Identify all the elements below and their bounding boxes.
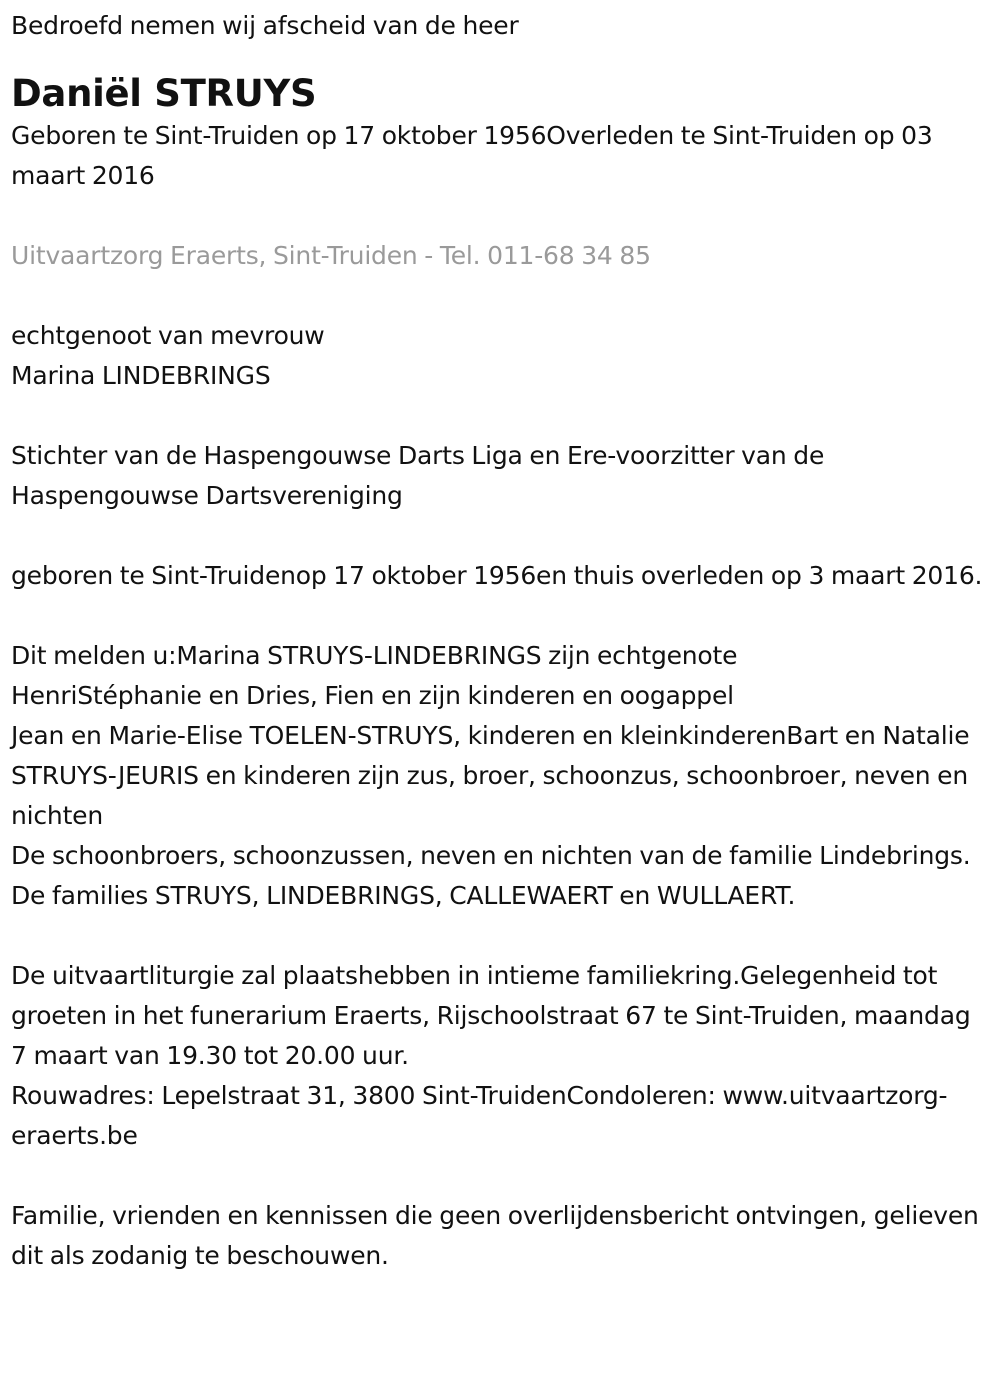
- family-line: De schoonbroers, schoonzussen, neven en nichten van de familie Lindebrings.: [11, 841, 971, 870]
- family-block: [11, 636, 988, 916]
- deceased-name: Daniël STRUYS: [11, 72, 317, 115]
- closing-block: [11, 1196, 988, 1276]
- funeral-block: [11, 956, 988, 1156]
- spouse-block: [11, 316, 988, 396]
- family-line: Jean en Marie-Elise TOELEN-STRUYS, kinderen en kleinkinderenBart en Natalie STRUYS-JEURIS en kinderen zijn zus, broer, schoonzus, schoonbroer, neven en nichten: [11, 721, 970, 830]
- family-line: Dit melden u:Marina STRUYS-LINDEBRINGS zijn echtgenote: [11, 641, 738, 670]
- birth-death-dates: Geboren te Sint-Truiden op 17 oktober 1956Overleden te Sint-Truiden op 03 maart 2016: [11, 121, 933, 190]
- funeral-details: De uitvaartliturgie zal plaatshebben in intieme familiekring.Gelegenheid tot groeten in het funerarium Eraerts, Rijschoolstraat 67 te Sint-Truiden, maandag 7 maart van 19.30 tot 20.00 uur.: [11, 961, 971, 1070]
- intro-text: Bedroefd nemen wij afscheid van de heer: [11, 11, 519, 40]
- spouse-name: Marina LINDEBRINGS: [11, 361, 271, 390]
- spouse-label: echtgenoot van mevrouw: [11, 321, 325, 350]
- mourning-address: Rouwadres: Lepelstraat 31, 3800 Sint-TruidenCondoleren: www.uitvaartzorg-eraerts.be: [11, 1081, 948, 1150]
- founder-text: Stichter van de Haspengouwse Darts Liga en Ere-voorzitter van de Haspengouwse Dartsvereniging: [11, 441, 825, 510]
- family-line: De families STRUYS, LINDEBRINGS, CALLEWAERT en WULLAERT.: [11, 881, 796, 910]
- funeral-home-contact: Uitvaartzorg Eraerts, Sint-Truiden - Tel. 011-68 34 85: [11, 241, 651, 270]
- family-line: HenriStéphanie en Dries, Fien en zijn kinderen en oogappel: [11, 681, 734, 710]
- birth-death-text: geboren te Sint-Truidenop 17 oktober 1956en thuis overleden op 3 maart 2016.: [11, 561, 983, 590]
- closing-text: Familie, vrienden en kennissen die geen overlijdensbericht ontvingen, gelieven dit als zodanig te beschouwen.: [11, 1201, 979, 1270]
- birth-death-block: [11, 556, 988, 596]
- founder-block: [11, 436, 988, 516]
